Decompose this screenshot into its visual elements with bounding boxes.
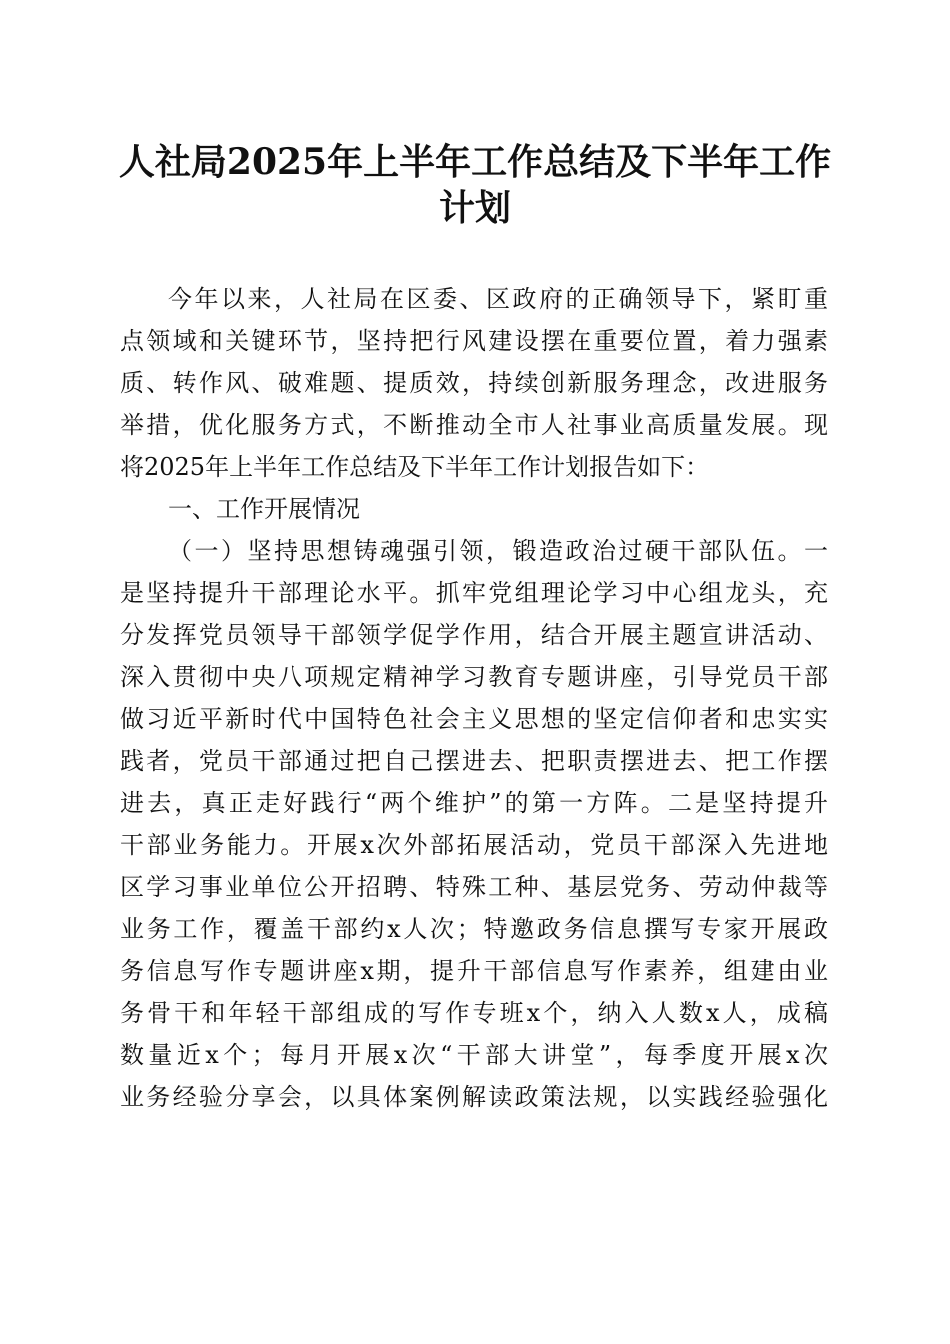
body-line: 务骨干和年轻干部组成的写作专班x个，纳入人数x人，成稿	[120, 999, 828, 1027]
intro-line: 将2025年上半年工作总结及下半年工作计划报告如下：	[120, 453, 710, 481]
body-line: 深入贯彻中央八项规定精神学习教育专题讲座，引导党员干部	[120, 663, 828, 691]
body-line: 践者，党员干部通过把自己摆进去、把职责摆进去、把工作摆	[120, 747, 828, 775]
body-line: 做习近平新时代中国特色社会主义思想的坚定信仰者和忠实实	[120, 705, 828, 733]
body-line: 进去，真正走好践行“两个维护”的第一方阵。二是坚持提升	[120, 789, 828, 817]
intro-line: 今年以来，人社局在区委、区政府的正确领导下，紧盯重	[168, 285, 828, 313]
document-title-line-1: 人社局2025年上半年工作总结及下半年工作	[118, 141, 832, 183]
body-line: 务信息写作专题讲座x期，提升干部信息写作素养，组建由业	[120, 957, 828, 985]
intro-line: 质、转作风、破难题、提质效，持续创新服务理念，改进服务	[120, 369, 828, 397]
body-line: 区学习事业单位公开招聘、特殊工种、基层党务、劳动仲裁等	[120, 873, 828, 901]
intro-line: 点领域和关键环节，坚持把行风建设摆在重要位置，着力强素	[120, 327, 828, 355]
body-line: 是坚持提升干部理论水平。抓牢党组理论学习中心组龙头，充	[120, 579, 828, 607]
intro-line: 举措，优化服务方式，不断推动全市人社事业高质量发展。现	[120, 411, 828, 439]
body-line: 数量近x个；每月开展x次“干部大讲堂”，每季度开展x次	[120, 1041, 828, 1069]
body-line: 业务经验分享会，以具体案例解读政策法规，以实践经验强化	[120, 1083, 828, 1111]
body-line: 分发挥党员领导干部领学促学作用，结合开展主题宣讲活动、	[120, 621, 828, 649]
section-heading: 一、工作开展情况	[168, 495, 360, 523]
document-title-line-2: 计划	[438, 187, 511, 229]
body-line: 业务工作，覆盖干部约x人次；特邀政务信息撰写专家开展政	[120, 915, 828, 943]
body-line: （一）坚持思想铸魂强引领，锻造政治过硬干部队伍。一	[168, 537, 828, 565]
body-line: 干部业务能力。开展x次外部拓展活动，党员干部深入先进地	[120, 831, 828, 859]
